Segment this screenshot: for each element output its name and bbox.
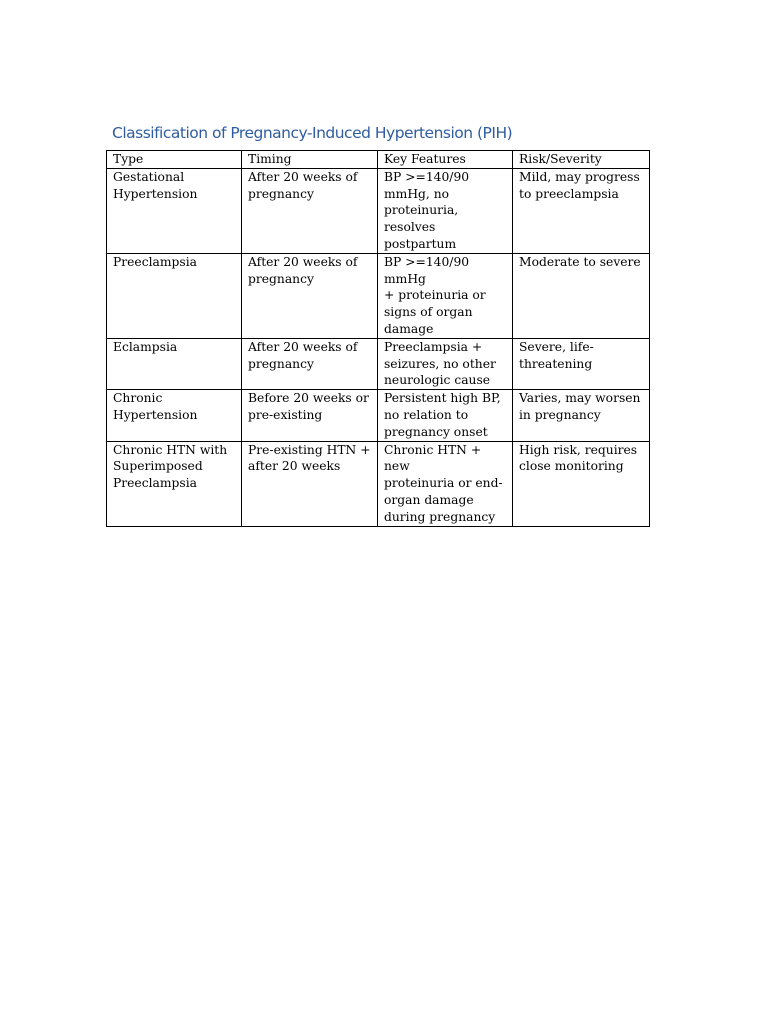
cell-risk-severity: High risk, requires close monitoring [513, 441, 650, 526]
cell-risk-severity: Varies, may worsen in pregnancy [513, 390, 650, 441]
cell-timing: After 20 weeks of pregnancy [242, 168, 378, 253]
cell-type: Preeclampsia [107, 253, 242, 338]
cell-type: Chronic HTN with Superimposed Preeclampsia [107, 441, 242, 526]
cell-key-features: Persistent high BP, no relation to pregnancy onset [378, 390, 513, 441]
cell-risk-severity: Mild, may progress to preeclampsia [513, 168, 650, 253]
cell-timing: After 20 weeks of pregnancy [242, 253, 378, 338]
document-title: Classification of Pregnancy-Induced Hypertension (PIH) [112, 124, 513, 142]
pih-classification-table [106, 150, 650, 527]
header-risk-severity: Risk/Severity [513, 151, 650, 169]
cell-risk-severity: Moderate to severe [513, 253, 650, 338]
table-row-chronic-hypertension [107, 390, 650, 441]
cell-type: Gestational Hypertension [107, 168, 242, 253]
table-row-gestational-hypertension [107, 168, 650, 253]
table-header-row [107, 151, 650, 169]
cell-risk-severity: Severe, life- threatening [513, 338, 650, 389]
header-type: Type [107, 151, 242, 169]
cell-key-features: BP >=140/90 mmHg, no proteinuria, resolves postpartum [378, 168, 513, 253]
header-key-features: Key Features [378, 151, 513, 169]
cell-timing: Before 20 weeks or pre-existing [242, 390, 378, 441]
cell-key-features: BP >=140/90 mmHg + proteinuria or signs of organ damage [378, 253, 513, 338]
cell-type: Chronic Hypertension [107, 390, 242, 441]
header-timing: Timing [242, 151, 378, 169]
cell-timing: After 20 weeks of pregnancy [242, 338, 378, 389]
table-row-eclampsia [107, 338, 650, 389]
table-row-chronic-htn-superimposed-preeclampsia [107, 441, 650, 526]
cell-key-features: Chronic HTN + new proteinuria or end- organ damage during pregnancy [378, 441, 513, 526]
table-row-preeclampsia [107, 253, 650, 338]
cell-timing: Pre-existing HTN + after 20 weeks [242, 441, 378, 526]
cell-type: Eclampsia [107, 338, 242, 389]
cell-key-features: Preeclampsia + seizures, no other neurologic cause [378, 338, 513, 389]
